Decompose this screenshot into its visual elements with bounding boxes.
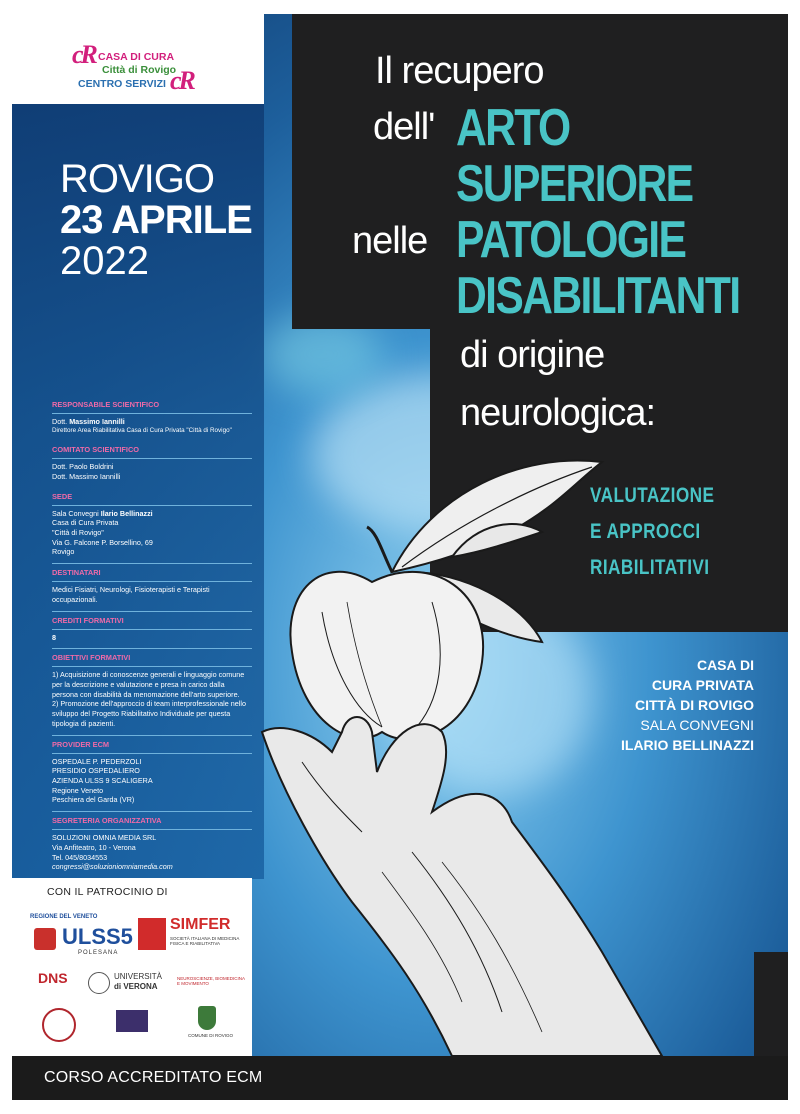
title-highlight: DISABILITANTI	[456, 267, 740, 325]
section-heading: SEGRETERIA ORGANIZZATIVA	[52, 816, 162, 826]
leaf-shape	[392, 460, 602, 572]
logo	[12, 14, 264, 104]
comune-label: COMUNE DI ROVIGO	[188, 1033, 234, 1038]
text: PRESIDIO OSPEDALIERO	[52, 766, 140, 776]
subtitle-line: VALUTAZIONE	[590, 484, 715, 507]
text: Dott. Paolo Boldrini	[52, 462, 114, 472]
info-panel	[52, 396, 252, 872]
subtitle-line: RIABILITATIVI	[590, 556, 710, 579]
association-seal-icon	[42, 1008, 76, 1042]
divider	[52, 413, 252, 414]
text: "Città di Rovigo"	[52, 528, 104, 538]
divider	[52, 581, 252, 582]
divider	[52, 753, 252, 754]
divider	[52, 611, 252, 612]
date-city: ROVIGO	[60, 157, 215, 201]
event-date	[60, 159, 252, 281]
logo-line3: CENTRO SERVIZI	[78, 78, 166, 90]
text: Peschiera del Garda (VR)	[52, 795, 135, 805]
text: Dott.	[52, 416, 70, 426]
divider	[52, 735, 252, 736]
ulss-logo: ULSS5	[62, 924, 133, 949]
date-year: 2022	[60, 238, 149, 283]
divider	[52, 648, 252, 649]
logo-line1: CASA DI CURA	[98, 51, 175, 63]
text: Massimo Iannilli	[69, 416, 125, 426]
univr-seal-icon	[88, 972, 110, 994]
text: AZIENDA ULSS 9 SCALIGERA	[52, 776, 153, 786]
text: Sala Convegni	[52, 508, 101, 518]
section-body	[52, 757, 252, 806]
hand-apple-illustration	[242, 432, 782, 1056]
text: Medici Fisiatri, Neurologi, Fisioterapisti e Terapisti occupazionali.	[52, 585, 210, 604]
univr-line2: di VERONA	[114, 982, 158, 991]
title-highlight: PATOLOGIE	[456, 211, 686, 269]
simfer-logo: SIMFER	[170, 916, 231, 933]
simfer-sub: SOCIETÀ ITALIANA DI MEDICINA FISICA E RIABILITATIVA	[170, 936, 240, 947]
venue-line: ILARIO BELLINAZZI	[621, 736, 754, 753]
divider	[52, 829, 252, 830]
text: SOLUZIONI OMNIA MEDIA SRL	[52, 833, 157, 843]
section-heading: SEDE	[52, 491, 73, 501]
section-heading: OBIETTIVI FORMATIVI	[52, 653, 131, 663]
section-heading: COMITATO SCIENTIFICO	[52, 445, 140, 455]
divider	[52, 458, 252, 459]
date-day: 23 APRILE	[60, 197, 252, 242]
univr-line1: UNIVERSITÀ	[114, 972, 163, 981]
section-body	[52, 462, 252, 481]
title-line: di origine	[460, 334, 605, 376]
text: 2) Promozione dell'approccio di team interprofessionale nello sviluppo del Progetto Riabilitativo Individuale per questa tipologia di pazienti.	[52, 699, 246, 728]
title-highlight: SUPERIORE	[456, 155, 693, 213]
title-highlight: ARTO	[456, 99, 570, 157]
text: Regione Veneto	[52, 785, 104, 795]
venue-line: CASA DI	[696, 657, 754, 673]
simfer-logo-icon	[138, 918, 166, 950]
section-body	[52, 670, 252, 728]
section-heading: RESPONSABILE SCIENTIFICO	[52, 400, 160, 409]
section-body	[52, 633, 252, 643]
title-line: nelle	[352, 220, 428, 262]
title-line: dell'	[373, 106, 435, 148]
patronage-box	[12, 878, 252, 1056]
veneto-logo-icon	[34, 928, 56, 950]
title-line: Il recupero	[375, 50, 544, 92]
text: 1) Acquisizione di conoscenze generali e linguaggio comune per la descrizione e valutazione e presa in carico dalla persona con disabilità da menomazione dell'arto superiore.	[52, 670, 245, 699]
divider	[52, 629, 252, 630]
section-heading: DESTINATARI	[52, 568, 101, 578]
logo-mark: cR	[72, 40, 95, 69]
comune-crest-icon	[198, 1006, 216, 1030]
text: congressi@soluzioniomniamedia.com	[52, 862, 173, 872]
section-body	[52, 417, 252, 435]
apple-shape	[290, 572, 483, 740]
text: 8	[52, 632, 56, 642]
text: Casa di Cura Privata	[52, 518, 119, 528]
poster	[12, 14, 788, 1100]
section-heading: PROVIDER ECM	[52, 739, 110, 749]
divider	[52, 563, 252, 564]
polesana-label: POLESANA	[78, 950, 119, 956]
text: Dott. Massimo Iannilli	[52, 471, 121, 481]
text: Rovigo	[52, 547, 75, 557]
text: Direttore Area Riabilitativa Casa di Cura Privata "Città di Rovigo"	[52, 426, 232, 434]
section-body	[52, 585, 252, 604]
text: Via Anfiteatro, 10 - Verona	[52, 842, 136, 852]
logo-line2: Città di Rovigo	[102, 64, 177, 76]
text: Via G. Falcone P. Borsellino, 69	[52, 537, 153, 547]
neuro-label: NEUROSCIENZE, BIOMEDICINA E MOVIMENTO	[177, 976, 245, 987]
divider	[52, 811, 252, 812]
text: Tel. 045/8034553	[52, 852, 108, 862]
divider	[52, 666, 252, 667]
logo-mark: cR	[170, 66, 193, 95]
dns-logo: DNS	[38, 970, 68, 986]
venue-line: CITTÀ DI ROVIGO	[635, 696, 754, 713]
section-heading: CREDITI FORMATIVI	[52, 615, 124, 625]
veneto-label: REGIONE DEL VENETO	[30, 914, 98, 920]
venue-line: SALA CONVEGNI	[640, 716, 754, 733]
venue-line: CURA PRIVATA	[651, 676, 754, 693]
subtitle-line: E APPROCCI	[590, 520, 701, 543]
section-body	[52, 509, 252, 558]
divider	[52, 505, 252, 506]
hand-shape	[262, 717, 662, 1056]
title-line: neurologica:	[460, 392, 656, 434]
text: Ilario Bellinazzi	[100, 508, 153, 518]
patronage-title: CON IL PATROCINIO DI	[47, 886, 168, 898]
footer-text: CORSO ACCREDITATO ECM	[44, 1069, 263, 1086]
text: OSPEDALE P. PEDERZOLI	[52, 756, 142, 766]
partner-logo-icon	[116, 1010, 148, 1032]
section-body	[52, 833, 252, 872]
